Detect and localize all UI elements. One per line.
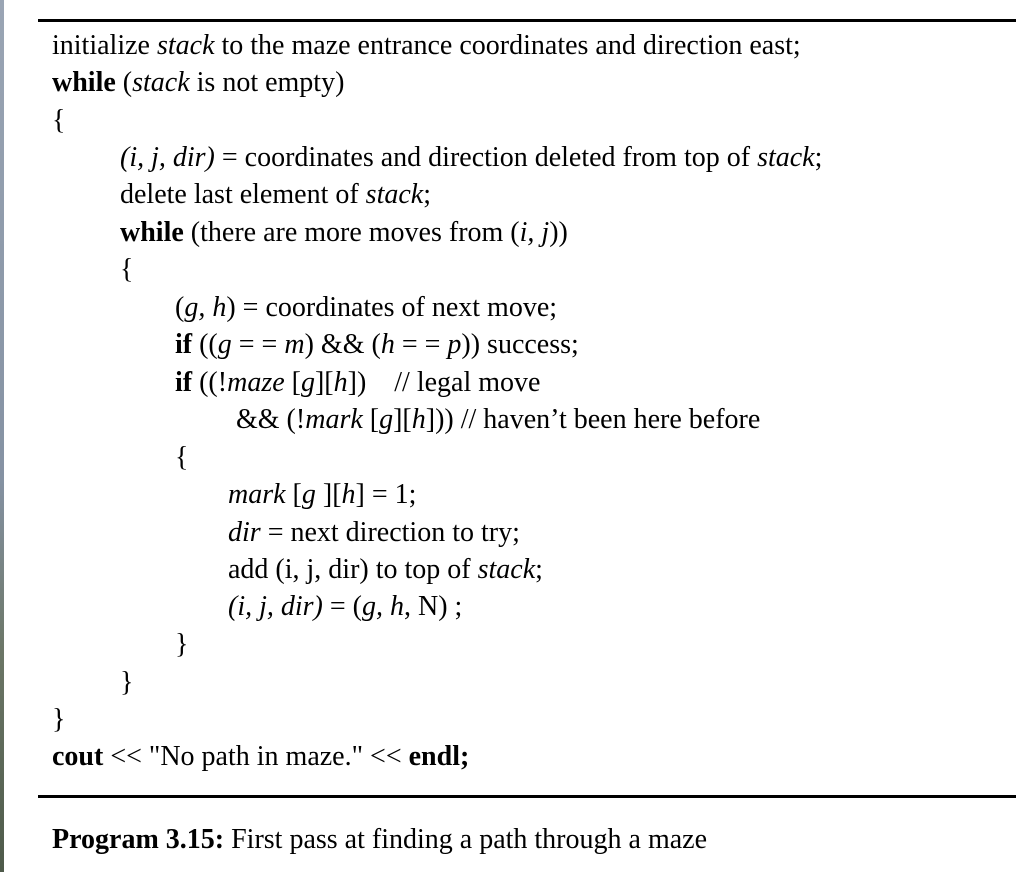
code-segment: (( [192,329,218,360]
code-segment: initialize [52,30,157,61]
code-segment: m [284,329,305,360]
code-segment: i, j [519,217,550,248]
code-segment: delete last element of [120,179,366,210]
code-line [175,441,188,475]
code-segment: , N) ; [404,591,463,622]
code-segment: p [447,329,462,360]
code-segment: ][ [315,479,342,510]
code-line [175,291,557,325]
code-segment: add (i, j, dir) to top of [228,554,478,585]
code-segment: ][ [314,367,334,398]
code-segment: ((! [192,367,228,398]
code-segment: g [217,329,232,360]
code-segment: g [301,479,316,510]
caption-text: First pass at finding a path through a maze [224,824,707,855]
code-segment: [ [285,479,302,510]
program-caption [52,823,707,857]
code-segment: stack [132,67,190,98]
code-segment: )) success; [461,329,579,360]
code-segment: (there are more moves from ( [183,217,520,248]
code-segment: is not empty) [189,67,345,98]
code-segment: h [341,479,356,510]
top-rule [38,19,1016,22]
code-segment: { [175,442,189,473]
code-segment: ; [535,554,543,585]
caption-label: Program 3.15: [52,824,225,855]
code-segment: g [300,367,315,398]
code-line [175,628,188,662]
code-segment: ) = coordinates of next move; [226,292,558,323]
code-line [175,328,579,362]
code-segment: = = [394,329,448,360]
code-line [120,141,822,175]
code-segment: stack [156,30,215,61]
code-segment: cout [52,741,104,772]
code-segment: h [380,329,395,360]
code-line [228,553,543,587]
code-segment: } [52,704,66,735]
code-segment: stack [477,554,536,585]
code-segment: ; [814,142,823,173]
code-segment: maze [227,367,285,398]
code-line [228,590,462,624]
code-segment: ) && ( [304,329,381,360]
code-segment: = next direction to try; [260,517,520,548]
code-segment: << "No path in maze." << [103,741,409,772]
code-line [120,216,568,250]
code-segment: to the maze entrance coordinates and direction east; [214,30,801,61]
code-segment: while [52,67,116,98]
code-segment: h [411,404,426,435]
code-segment: mark [228,479,286,510]
code-segment: = ( [322,591,363,622]
code-segment: mark [305,404,363,435]
code-segment: (i, j, dir) [228,591,323,622]
code-line [175,366,540,400]
code-segment: )) [549,217,568,248]
code-segment: ]) // legal move [347,367,541,398]
code-segment: && (! [236,404,306,435]
bottom-rule [38,795,1016,798]
code-segment: if [175,329,193,360]
code-segment: [ [362,404,380,435]
code-segment: g, h [362,591,405,622]
code-line [228,516,520,550]
code-segment: endl; [408,741,470,772]
code-segment: ])) // haven’t been here before [425,404,761,435]
code-segment: = coordinates and direction deleted from top of [214,142,758,173]
code-segment: dir [228,517,261,548]
code-line [52,703,65,737]
code-line [228,478,416,512]
code-segment: g [379,404,394,435]
code-segment: { [52,105,66,136]
code-segment: h [333,367,348,398]
code-segment: ] = 1; [355,479,417,510]
code-segment: = = [231,329,285,360]
code-segment: (i, j, dir) [120,142,215,173]
code-segment: if [175,367,193,398]
code-line [120,178,431,212]
code-segment: stack [365,179,424,210]
code-segment: { [120,254,134,285]
code-segment: while [120,217,184,248]
left-edge-strip [0,0,4,872]
code-line [52,104,65,138]
code-line [120,253,133,287]
code-line [236,403,760,437]
code-segment: ; [423,179,431,210]
code-line [52,29,801,63]
code-segment: } [175,629,189,660]
code-line [120,666,133,700]
code-segment: [ [284,367,301,398]
code-segment: ( [175,292,185,323]
code-line [52,66,344,100]
code-segment: g, h [184,292,227,323]
code-segment: ( [115,67,133,98]
code-segment: stack [757,142,815,173]
code-segment: ][ [393,404,412,435]
code-line [52,740,469,774]
code-segment: } [120,667,134,698]
